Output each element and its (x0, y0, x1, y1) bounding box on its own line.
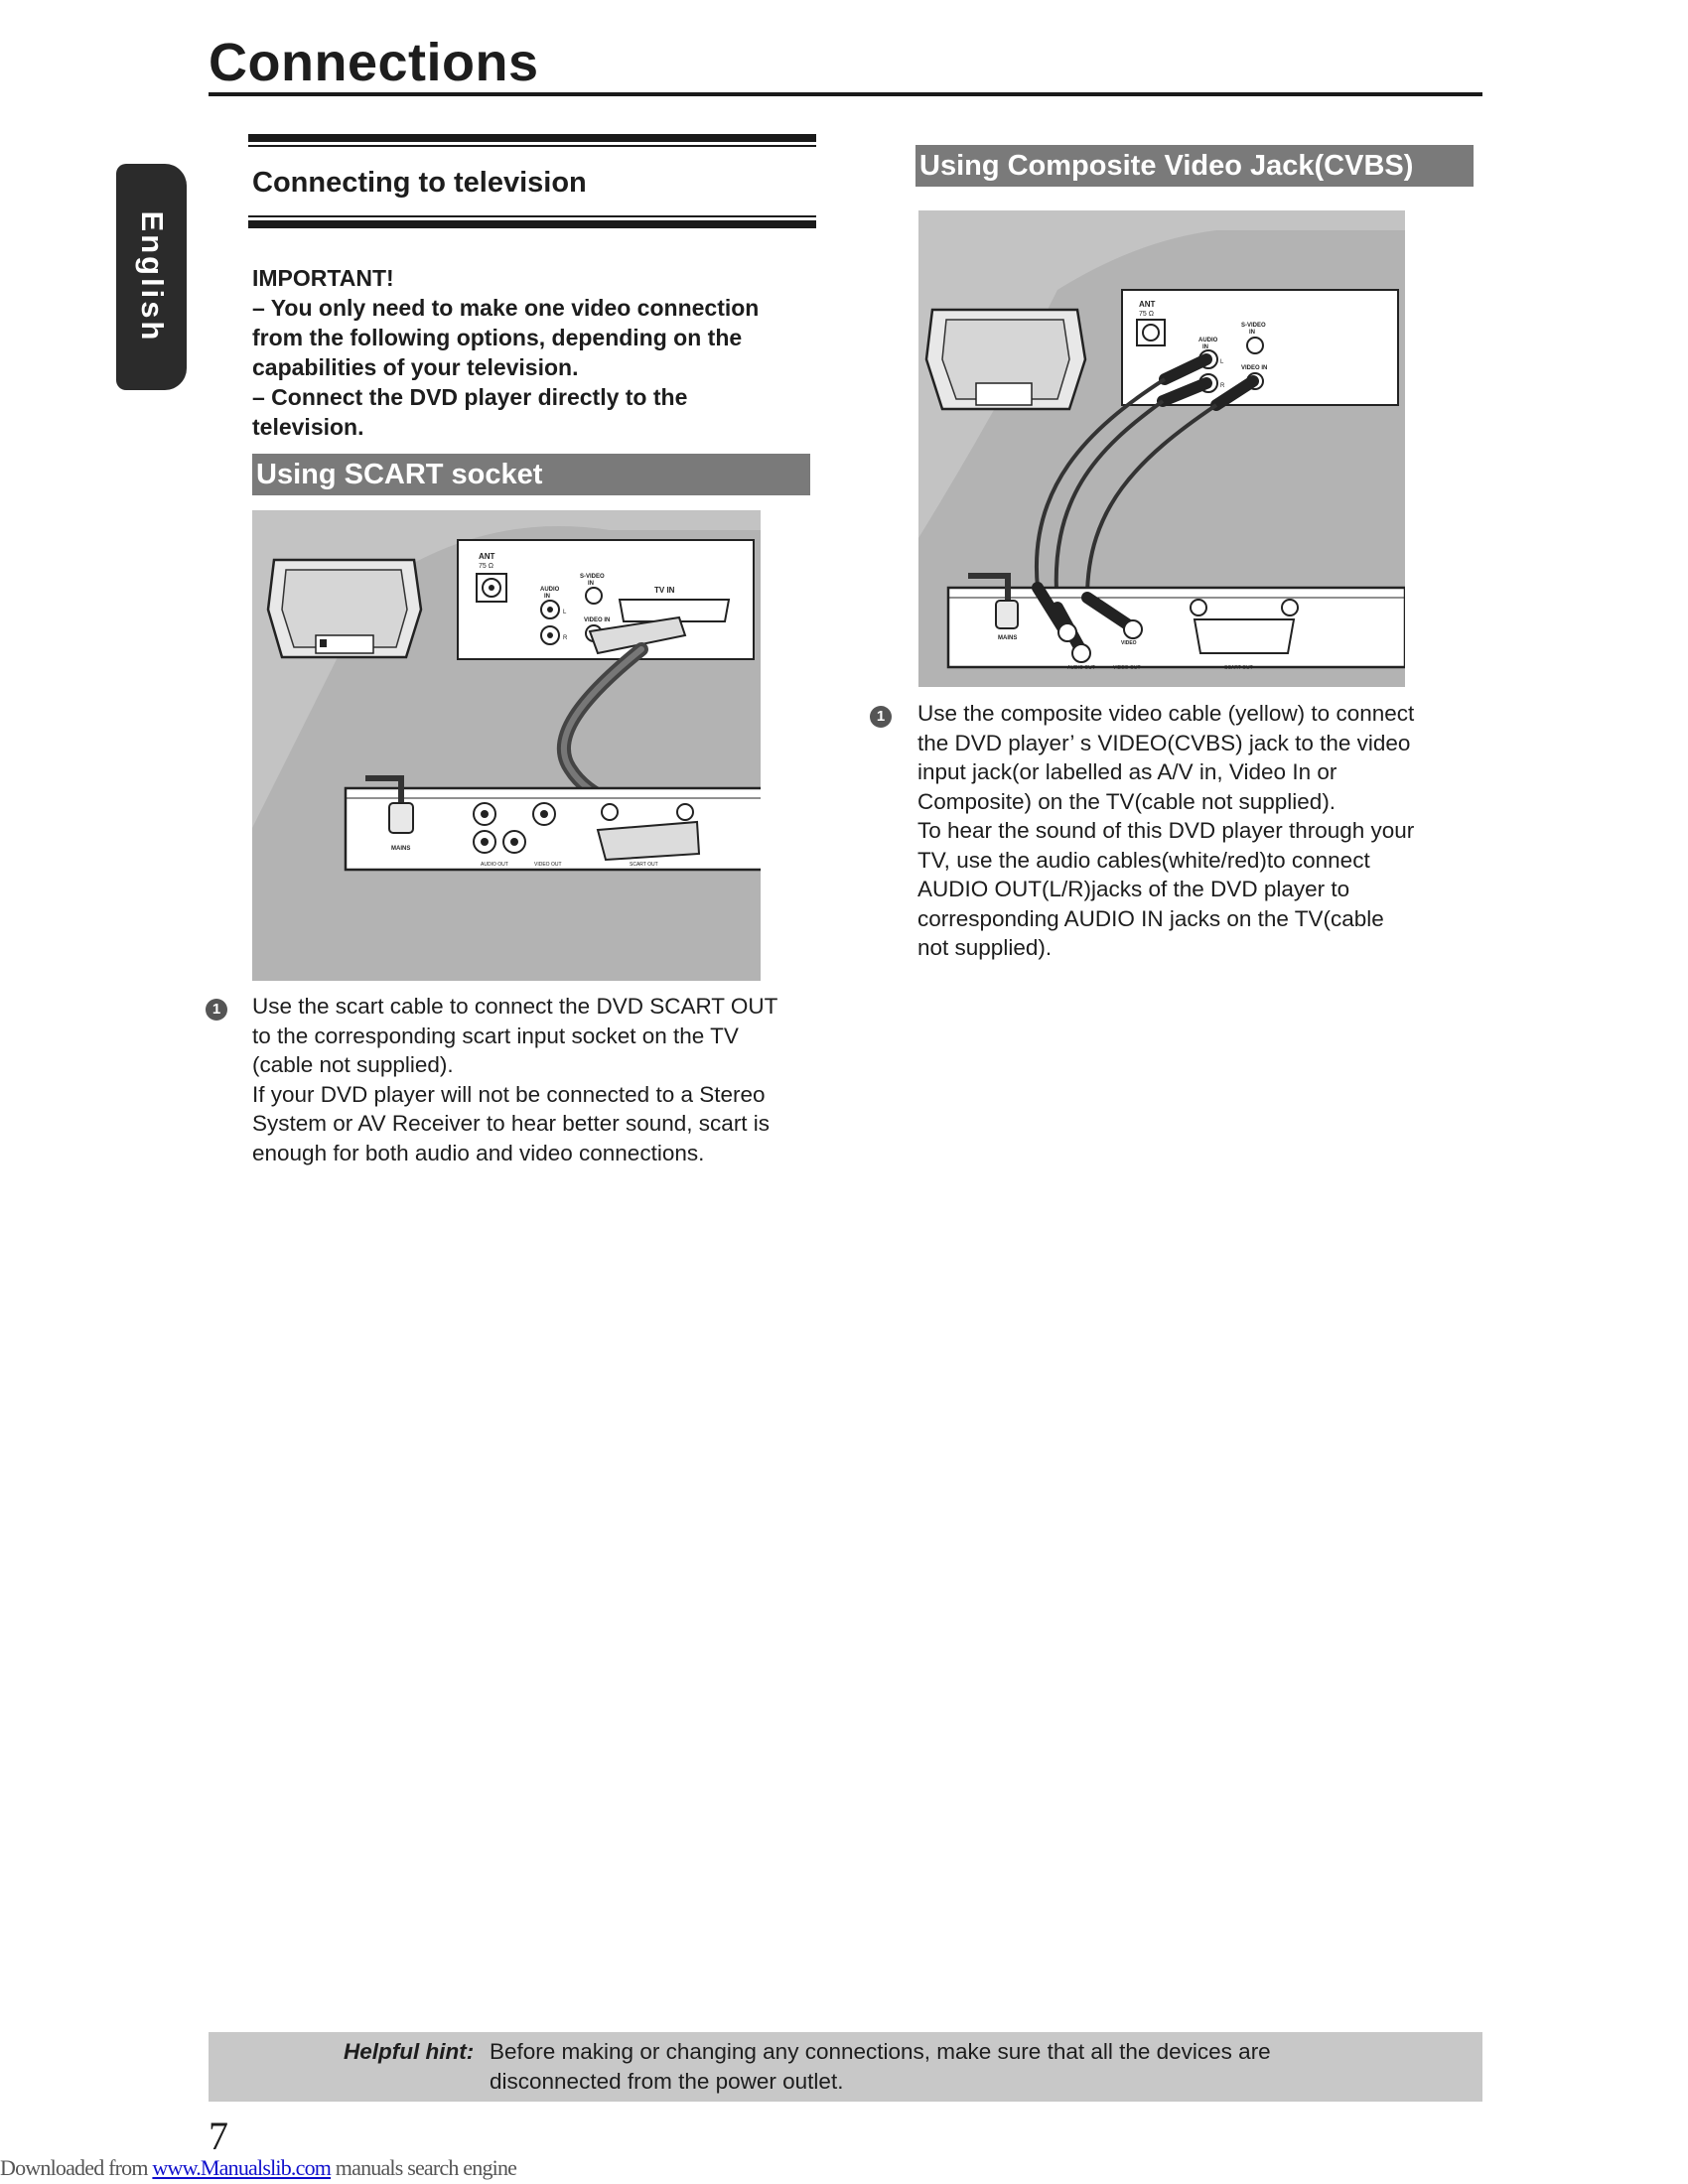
cvbs-heading: Using Composite Video Jack(CVBS) (915, 145, 1474, 187)
audio-in-label: IN (544, 594, 550, 600)
ant-ohm-label: 75 Ω (1139, 311, 1154, 318)
audio-label: AUDIO (1198, 338, 1218, 343)
scart-connection-diagram (252, 510, 761, 981)
audio-out-label: AUDIO OUT (1067, 665, 1095, 671)
tv-in-label: TV IN (654, 586, 675, 595)
important-line: from the following options, depending on the (252, 325, 743, 350)
r-label: R (1220, 383, 1225, 389)
mains-label: MAINS (998, 635, 1018, 641)
r-label: R (563, 635, 568, 641)
ant-label: ANT (1139, 300, 1156, 309)
l-label: L (1220, 359, 1224, 365)
instruction-line: the DVD player’ s VIDEO(CVBS) jack to the video (917, 730, 1411, 755)
instruction-line: TV, use the audio cables(white/red)to connect (917, 847, 1370, 873)
footer-prefix: Downloaded from (0, 2155, 153, 2180)
instruction-line: Use the scart cable to connect the DVD SCART OUT (252, 994, 778, 1019)
title-rule (209, 92, 1482, 96)
video-out-label: VIDEO OUT (534, 862, 562, 868)
cvbs-connection-diagram (918, 210, 1405, 687)
scart-out-label: SCART OUT (1224, 665, 1253, 671)
step-bullet: 1 (870, 706, 892, 728)
scart-heading: Using SCART socket (252, 454, 810, 495)
audio-out-label: AUDIO OUT (481, 862, 508, 868)
page-number: 7 (209, 2114, 228, 2158)
hint-text-line: Before making or changing any connections, make sure that all the devices are (490, 2039, 1271, 2064)
svideo-in-label: IN (1249, 330, 1255, 336)
svideo-label: S-VIDEO (1241, 323, 1266, 329)
important-line: television. (252, 414, 364, 440)
instruction-line: (cable not supplied). (252, 1052, 454, 1077)
instruction-line: Composite) on the TV(cable not supplied). (917, 788, 1336, 814)
instruction-line: AUDIO OUT(L/R)jacks of the DVD player to (917, 877, 1350, 901)
instruction-line: To hear the sound of this DVD player through your (917, 818, 1415, 843)
tv-icon (268, 560, 421, 657)
instruction-line: enough for both audio and video connections. (252, 1140, 705, 1165)
instruction-line: input jack(or labelled as A/V in, Video In or (917, 759, 1337, 784)
audio-label: AUDIO (540, 587, 560, 593)
section-rule-bottom (248, 215, 816, 228)
important-line: – You only need to make one video connection (252, 295, 760, 321)
svideo-label: S-VIDEO (580, 574, 605, 580)
language-tab-label: English (134, 210, 170, 343)
cvbs-instructions (917, 699, 1483, 963)
instruction-line: corresponding AUDIO IN jacks on the TV(cable (917, 905, 1384, 931)
video-in-label: VIDEO IN (1241, 365, 1268, 371)
language-tab (116, 164, 187, 390)
scart-diagram-illustration (252, 510, 761, 981)
instruction-line: not supplied). (917, 935, 1053, 960)
section-heading: Connecting to television (252, 167, 587, 199)
ant-ohm-label: 75 Ω (479, 563, 493, 570)
audio-in-label: IN (1202, 344, 1208, 350)
footer-suffix: manuals search engine (331, 2155, 517, 2180)
step-bullet: 1 (206, 999, 227, 1021)
l-label: L (563, 610, 567, 615)
important-line: IMPORTANT! (252, 265, 394, 291)
instruction-line: System or AV Receiver to hear better sound, scart is (252, 1111, 771, 1136)
page-title: Connections (209, 33, 539, 92)
scart-instructions (252, 992, 823, 1167)
instruction-line: Use the composite video cable (yellow) to connect (917, 701, 1415, 726)
hint-label: Helpful hint: (344, 2039, 475, 2064)
manualslib-link[interactable]: www.Manualslib.com (152, 2155, 332, 2180)
scart-out-label: SCART OUT (630, 862, 658, 868)
hint-text-line: disconnected from the power outlet. (490, 2069, 844, 2094)
video-out-label: VIDEO OUT (1113, 665, 1141, 671)
important-notice (252, 263, 828, 442)
mains-label: MAINS (391, 846, 411, 852)
helpful-hint-box (209, 2032, 1482, 2102)
important-line: – Connect the DVD player directly to the (252, 384, 688, 410)
tv-icon (926, 310, 1085, 409)
ant-label: ANT (479, 552, 495, 561)
download-footer (0, 2155, 516, 2181)
svideo-in-label: IN (588, 581, 594, 587)
instruction-line: to the corresponding scart input socket on the TV (252, 1023, 739, 1048)
video-in-label: VIDEO IN (584, 617, 611, 623)
cvbs-diagram-illustration (918, 210, 1405, 687)
section-rule-top (248, 134, 816, 147)
important-line: capabilities of your television. (252, 354, 579, 380)
instruction-line: If your DVD player will not be connected to a Stereo (252, 1081, 766, 1107)
video-label: VIDEO (1121, 640, 1137, 646)
